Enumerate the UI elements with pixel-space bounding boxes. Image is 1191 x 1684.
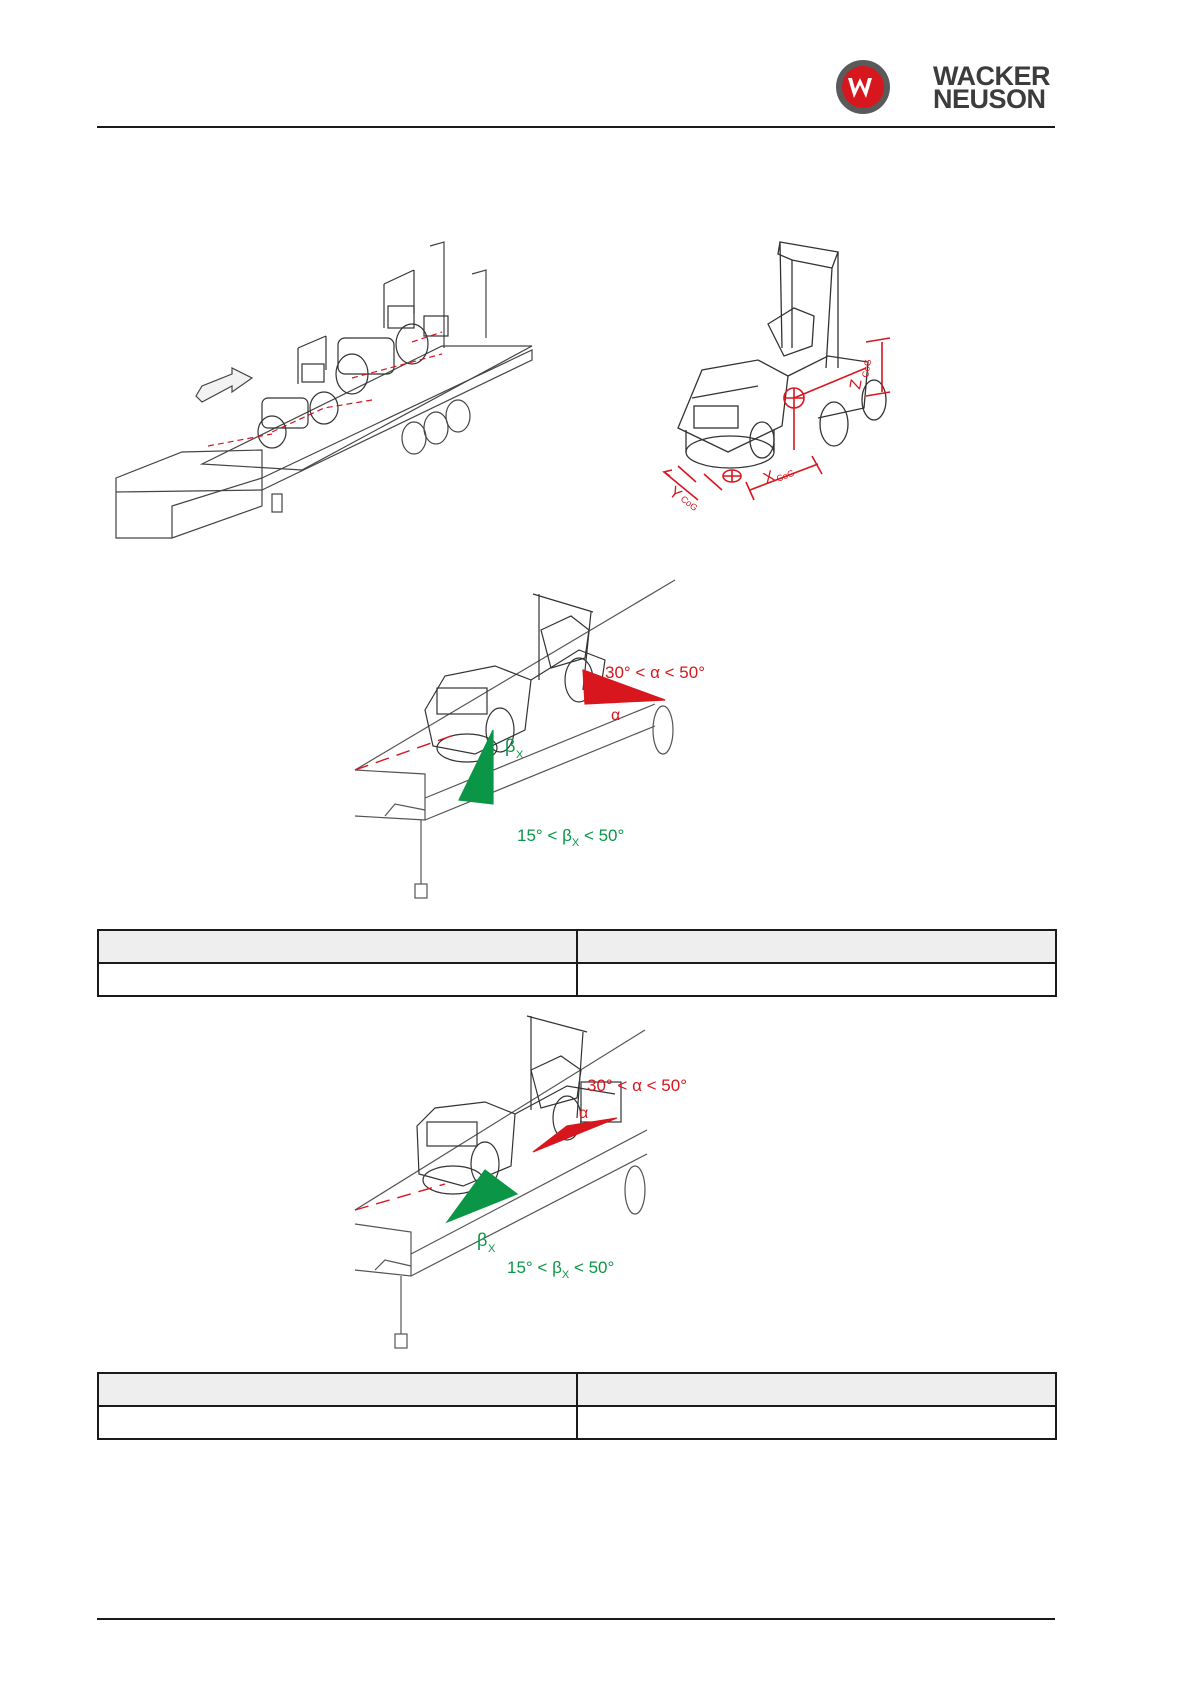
table-row — [98, 1406, 1056, 1439]
table-cell — [98, 1406, 577, 1439]
beta-sub-2: X — [488, 1243, 496, 1255]
y-cog-label: Y — [665, 483, 685, 504]
table-cell — [98, 963, 577, 996]
figure-lashing-angles-2 — [355, 1014, 775, 1354]
table-row — [98, 930, 1056, 963]
header — [0, 0, 1191, 130]
alpha-range-label-1: 30° < α < 50° — [605, 663, 705, 682]
figure-trailer-two-rollers — [112, 238, 548, 550]
alpha-range-label-2: 30° < α < 50° — [587, 1076, 687, 1095]
brand-line-1: WACKER — [933, 61, 1050, 91]
table-cell — [577, 930, 1056, 963]
table-cell — [577, 1373, 1056, 1406]
beta-range-post-1: < 50° — [579, 826, 625, 845]
table-cell — [577, 963, 1056, 996]
table-row — [98, 1373, 1056, 1406]
spec-table-1 — [97, 929, 1057, 997]
beta-range-pre-1: 15° < β — [517, 826, 572, 845]
table-cell — [98, 1373, 577, 1406]
header-rule — [97, 126, 1055, 128]
brand-line-2: NEUSON — [933, 84, 1046, 114]
wacker-neuson-logo-icon — [834, 58, 892, 116]
x-cog-label: X — [761, 467, 778, 488]
beta-symbol-2: β — [477, 1230, 488, 1250]
alpha-symbol-1: α — [611, 707, 621, 724]
beta-symbol-1: β — [505, 736, 516, 756]
figure-lashing-angles-1 — [355, 570, 775, 908]
x-cog-sub: CoG — [775, 467, 796, 484]
z-cog-label: Z — [847, 378, 866, 391]
alpha-symbol-2: α — [579, 1105, 589, 1122]
figure-centre-of-gravity — [665, 238, 942, 538]
beta-range-sub-1: X — [571, 837, 580, 849]
z-cog-sub: CoG — [860, 358, 874, 379]
beta-range-label-2 — [507, 1258, 614, 1281]
beta-range-post-2: < 50° — [569, 1258, 615, 1277]
footer-rule — [97, 1618, 1055, 1620]
table-cell — [98, 930, 577, 963]
beta-range-sub-2: X — [561, 1269, 570, 1281]
table-row — [98, 963, 1056, 996]
spec-table-2 — [97, 1372, 1057, 1440]
beta-range-label-1 — [517, 826, 624, 849]
y-cog-sub: CoG — [678, 493, 700, 513]
beta-range-pre-2: 15° < β — [507, 1258, 562, 1277]
table-cell — [577, 1406, 1056, 1439]
beta-sub-1: X — [516, 749, 524, 761]
